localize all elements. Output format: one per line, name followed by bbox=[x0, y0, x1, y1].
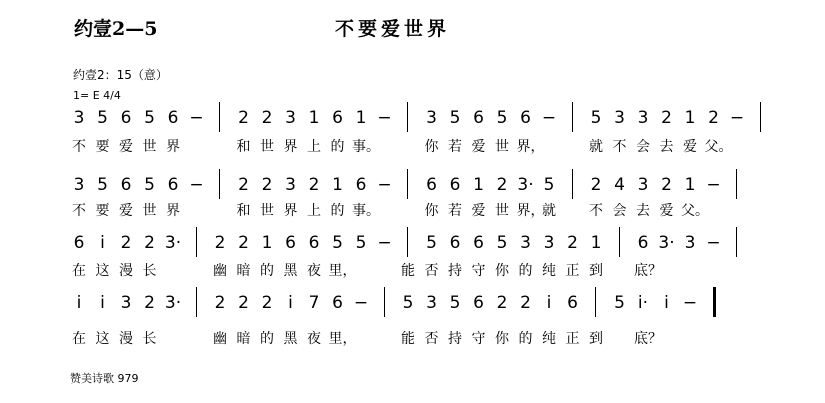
lyric-syllable: 漫 bbox=[119, 331, 133, 347]
lyric-syllable: 界 bbox=[166, 139, 180, 155]
lyric-syllable: 事。 bbox=[352, 139, 380, 155]
notation-line bbox=[70, 233, 785, 257]
note: 2 bbox=[708, 108, 719, 128]
note: 1 bbox=[684, 175, 696, 195]
note: 6 bbox=[473, 233, 484, 253]
note-extension: − bbox=[706, 233, 721, 253]
note-extension: − bbox=[377, 233, 392, 253]
note: i bbox=[100, 293, 105, 313]
note: 6 bbox=[285, 233, 296, 253]
lyric-syllable: 纯 bbox=[542, 263, 556, 279]
lyric-syllable: 的 bbox=[518, 331, 533, 347]
barline bbox=[219, 102, 220, 132]
lyric-syllable: 纯 bbox=[542, 331, 556, 347]
note: 5 bbox=[449, 293, 461, 313]
note-extension: − bbox=[729, 108, 745, 128]
lyric-syllable: 里， bbox=[328, 263, 357, 279]
lyric-syllable: 守 bbox=[471, 331, 486, 347]
note: 6 bbox=[167, 108, 179, 128]
note-extension: − bbox=[353, 293, 369, 313]
note: 5 bbox=[614, 293, 625, 313]
note-extension: − bbox=[189, 108, 204, 128]
note: 2 bbox=[567, 233, 578, 253]
lyric-syllable: 爱 bbox=[471, 203, 486, 219]
lyric-syllable: 不 bbox=[589, 203, 603, 219]
lyric-syllable: 这 bbox=[95, 331, 110, 347]
lyric-line bbox=[70, 202, 785, 222]
lyric-syllable: 界 bbox=[283, 139, 298, 155]
final-barline bbox=[713, 287, 716, 317]
lyric-syllable: 爱 bbox=[683, 139, 697, 155]
note: 5 bbox=[590, 108, 602, 128]
lyric-syllable: 你 bbox=[495, 263, 509, 279]
lyric-syllable: 去 bbox=[636, 203, 650, 219]
barline bbox=[736, 227, 737, 257]
lyric-syllable: 的 bbox=[330, 139, 345, 155]
note: 5 bbox=[543, 175, 555, 195]
lyric-line bbox=[70, 262, 785, 282]
lyric-syllable: 爱 bbox=[119, 203, 133, 219]
lyric-syllable: 能 bbox=[401, 331, 415, 347]
lyric-syllable: 否 bbox=[424, 263, 439, 279]
lyric-syllable: 你 bbox=[424, 203, 439, 219]
lyric-syllable: 守 bbox=[471, 263, 486, 279]
note: 6 bbox=[520, 108, 531, 128]
song-reference: 约壹2—5 bbox=[74, 18, 158, 40]
note: 5 bbox=[496, 233, 508, 253]
note: 6 bbox=[449, 233, 461, 253]
barline bbox=[572, 102, 573, 132]
note: 5 bbox=[97, 108, 108, 128]
note: 2 bbox=[520, 293, 531, 313]
note: 1 bbox=[590, 233, 602, 253]
note: 2 bbox=[496, 293, 508, 313]
note: 6 bbox=[120, 108, 132, 128]
note: i bbox=[546, 293, 552, 313]
note: 3· bbox=[658, 233, 675, 253]
lyric-syllable: 暗 bbox=[236, 331, 251, 347]
note: 2 bbox=[120, 233, 132, 253]
note: 3 bbox=[73, 108, 85, 128]
note: 6 bbox=[637, 233, 649, 253]
lyric-syllable: 父。 bbox=[681, 203, 709, 219]
note: 2 bbox=[261, 293, 273, 313]
note: 2 bbox=[261, 108, 273, 128]
lyric-syllable: 上 bbox=[307, 139, 321, 155]
note: 5 bbox=[449, 108, 461, 128]
note: 5 bbox=[355, 233, 367, 253]
notation-line bbox=[70, 175, 785, 199]
hymnal-source: 赞美诗歌 979 bbox=[70, 372, 139, 385]
note-extension: − bbox=[377, 108, 392, 128]
note: 3 bbox=[285, 175, 296, 195]
note: 3 bbox=[543, 233, 555, 253]
note: 5 bbox=[144, 175, 155, 195]
note: 6 bbox=[332, 108, 343, 128]
lyric-syllable: 你 bbox=[495, 331, 509, 347]
lyric-syllable: 的 bbox=[260, 331, 274, 347]
note: 2 bbox=[238, 233, 249, 253]
barline bbox=[219, 169, 220, 199]
note: i bbox=[664, 293, 669, 313]
note: i bbox=[100, 233, 105, 253]
note: 2 bbox=[661, 108, 672, 128]
note: 6 bbox=[120, 175, 132, 195]
note: 5 bbox=[97, 175, 108, 195]
barline bbox=[736, 169, 737, 199]
note: i· bbox=[637, 293, 649, 313]
lyric-syllable: 的 bbox=[330, 203, 345, 219]
note: 2 bbox=[661, 175, 672, 195]
lyric-syllable: 不 bbox=[72, 139, 86, 155]
verse-reference: 约壹2：15（意） bbox=[73, 68, 168, 82]
lyric-syllable: 黑 bbox=[283, 263, 298, 279]
note: 2 bbox=[214, 293, 226, 313]
note: 2 bbox=[214, 233, 226, 253]
lyric-syllable: 会 bbox=[636, 139, 650, 155]
note: 3 bbox=[637, 108, 649, 128]
lyric-syllable: 和 bbox=[236, 139, 251, 155]
note: 5 bbox=[332, 233, 343, 253]
lyric-syllable: 幽 bbox=[213, 263, 227, 279]
note: 5 bbox=[402, 293, 414, 313]
lyric-syllable: 否 bbox=[424, 331, 439, 347]
note: 3 bbox=[285, 108, 296, 128]
barline bbox=[196, 287, 197, 317]
lyric-syllable: 世 bbox=[260, 139, 274, 155]
lyric-syllable: 底？ bbox=[634, 263, 662, 279]
note: 3· bbox=[164, 233, 182, 253]
lyric-syllable: 正 bbox=[565, 263, 580, 279]
note-extension: − bbox=[377, 175, 392, 195]
note: 1 bbox=[473, 175, 484, 195]
note: 4 bbox=[614, 175, 625, 195]
lyric-syllable: 长 bbox=[142, 331, 157, 347]
note: 6 bbox=[167, 175, 179, 195]
lyric-syllable: 的 bbox=[518, 263, 533, 279]
note: 3 bbox=[614, 108, 625, 128]
lyric-syllable: 上 bbox=[307, 203, 321, 219]
lyric-syllable: 暗 bbox=[236, 263, 251, 279]
lyric-syllable: 幽 bbox=[213, 331, 227, 347]
lyric-syllable: 和 bbox=[236, 203, 251, 219]
note: 2 bbox=[496, 175, 508, 195]
note-extension: − bbox=[682, 293, 698, 313]
barline bbox=[384, 287, 385, 317]
note: 1 bbox=[684, 108, 696, 128]
note: 6 bbox=[332, 293, 343, 313]
note: 3· bbox=[164, 293, 182, 313]
note: 2 bbox=[238, 175, 249, 195]
note: 2 bbox=[144, 233, 155, 253]
note: 3 bbox=[637, 175, 649, 195]
lyric-syllable: 界， bbox=[516, 203, 545, 219]
note: i bbox=[288, 293, 293, 313]
note: 6 bbox=[473, 108, 484, 128]
lyric-syllable: 界， bbox=[516, 139, 545, 155]
note-extension: − bbox=[541, 108, 557, 128]
note: 2 bbox=[238, 293, 249, 313]
barline bbox=[196, 227, 197, 257]
note: 5 bbox=[144, 108, 155, 128]
lyric-syllable: 能 bbox=[401, 263, 415, 279]
lyric-syllable: 夜 bbox=[307, 263, 321, 279]
note: 7 bbox=[308, 293, 320, 313]
note: 6 bbox=[355, 175, 367, 195]
note: 2 bbox=[590, 175, 602, 195]
note: 6 bbox=[449, 175, 461, 195]
lyric-syllable: 若 bbox=[448, 139, 462, 155]
note-extension: − bbox=[189, 175, 204, 195]
note: 2 bbox=[261, 175, 273, 195]
note: 3 bbox=[684, 233, 696, 253]
lyric-syllable: 里， bbox=[328, 331, 357, 347]
note: 6 bbox=[426, 175, 437, 195]
note: 3 bbox=[73, 175, 85, 195]
lyric-syllable: 世 bbox=[495, 139, 509, 155]
lyric-syllable: 在 bbox=[72, 263, 86, 279]
note: i bbox=[76, 293, 82, 313]
note: 2 bbox=[238, 108, 249, 128]
lyric-syllable: 这 bbox=[95, 263, 110, 279]
lyric-syllable: 世 bbox=[260, 203, 274, 219]
note: 3· bbox=[517, 175, 534, 195]
lyric-syllable: 界 bbox=[283, 203, 298, 219]
barline bbox=[595, 287, 596, 317]
note: 6 bbox=[473, 293, 484, 313]
lyric-syllable: 漫 bbox=[119, 263, 133, 279]
key-signature: 1= E 4/4 bbox=[73, 89, 121, 102]
note: 5 bbox=[496, 108, 508, 128]
note: 5 bbox=[426, 233, 437, 253]
note: 1 bbox=[332, 175, 343, 195]
lyric-syllable: 到 bbox=[589, 263, 603, 279]
notation-line bbox=[70, 293, 785, 317]
note: 3 bbox=[120, 293, 132, 313]
lyric-syllable: 黑 bbox=[283, 331, 298, 347]
note: 2 bbox=[308, 175, 320, 195]
barline bbox=[407, 102, 408, 132]
lyric-syllable: 爱 bbox=[471, 139, 486, 155]
lyric-syllable: 夜 bbox=[307, 331, 321, 347]
lyric-syllable: 父。 bbox=[704, 139, 733, 155]
lyric-syllable: 要 bbox=[95, 139, 110, 155]
note: 2 bbox=[144, 293, 155, 313]
lyric-syllable: 持 bbox=[448, 331, 462, 347]
note: 1 bbox=[355, 108, 367, 128]
lyric-line bbox=[70, 330, 785, 350]
barline bbox=[760, 102, 761, 132]
lyric-line bbox=[70, 138, 785, 158]
lyric-syllable: 界 bbox=[166, 203, 180, 219]
lyric-syllable: 持 bbox=[448, 263, 462, 279]
note: 6 bbox=[567, 293, 578, 313]
lyric-syllable: 正 bbox=[565, 331, 580, 347]
lyric-syllable: 的 bbox=[260, 263, 274, 279]
lyric-syllable: 去 bbox=[659, 139, 674, 155]
song-title: 不要爱世界 bbox=[335, 18, 451, 40]
notation-line bbox=[70, 108, 785, 132]
note: 6 bbox=[73, 233, 85, 253]
barline bbox=[407, 227, 408, 257]
lyric-syllable: 若 bbox=[448, 203, 462, 219]
lyric-syllable: 你 bbox=[424, 139, 439, 155]
lyric-syllable: 到 bbox=[589, 331, 603, 347]
lyric-syllable: 爱 bbox=[659, 203, 674, 219]
lyric-syllable: 会 bbox=[612, 203, 627, 219]
note: 1 bbox=[261, 233, 273, 253]
lyric-syllable: 底？ bbox=[634, 331, 662, 347]
lyric-syllable: 就 bbox=[542, 203, 556, 219]
note: 3 bbox=[426, 108, 437, 128]
lyric-syllable: 世 bbox=[142, 203, 157, 219]
barline bbox=[407, 169, 408, 199]
barline bbox=[619, 227, 620, 257]
lyric-syllable: 爱 bbox=[119, 139, 133, 155]
lyric-syllable: 在 bbox=[72, 331, 86, 347]
note: 1 bbox=[308, 108, 320, 128]
lyric-syllable: 世 bbox=[495, 203, 509, 219]
note-extension: − bbox=[706, 175, 721, 195]
note: 3 bbox=[426, 293, 437, 313]
lyric-syllable: 不 bbox=[72, 203, 86, 219]
lyric-syllable: 不 bbox=[612, 139, 627, 155]
lyric-syllable: 世 bbox=[142, 139, 157, 155]
note: 6 bbox=[308, 233, 320, 253]
lyric-syllable: 就 bbox=[589, 139, 603, 155]
barline bbox=[572, 169, 573, 199]
note: 3 bbox=[520, 233, 531, 253]
lyric-syllable: 要 bbox=[95, 203, 110, 219]
lyric-syllable: 事。 bbox=[352, 203, 380, 219]
lyric-syllable: 长 bbox=[142, 263, 157, 279]
